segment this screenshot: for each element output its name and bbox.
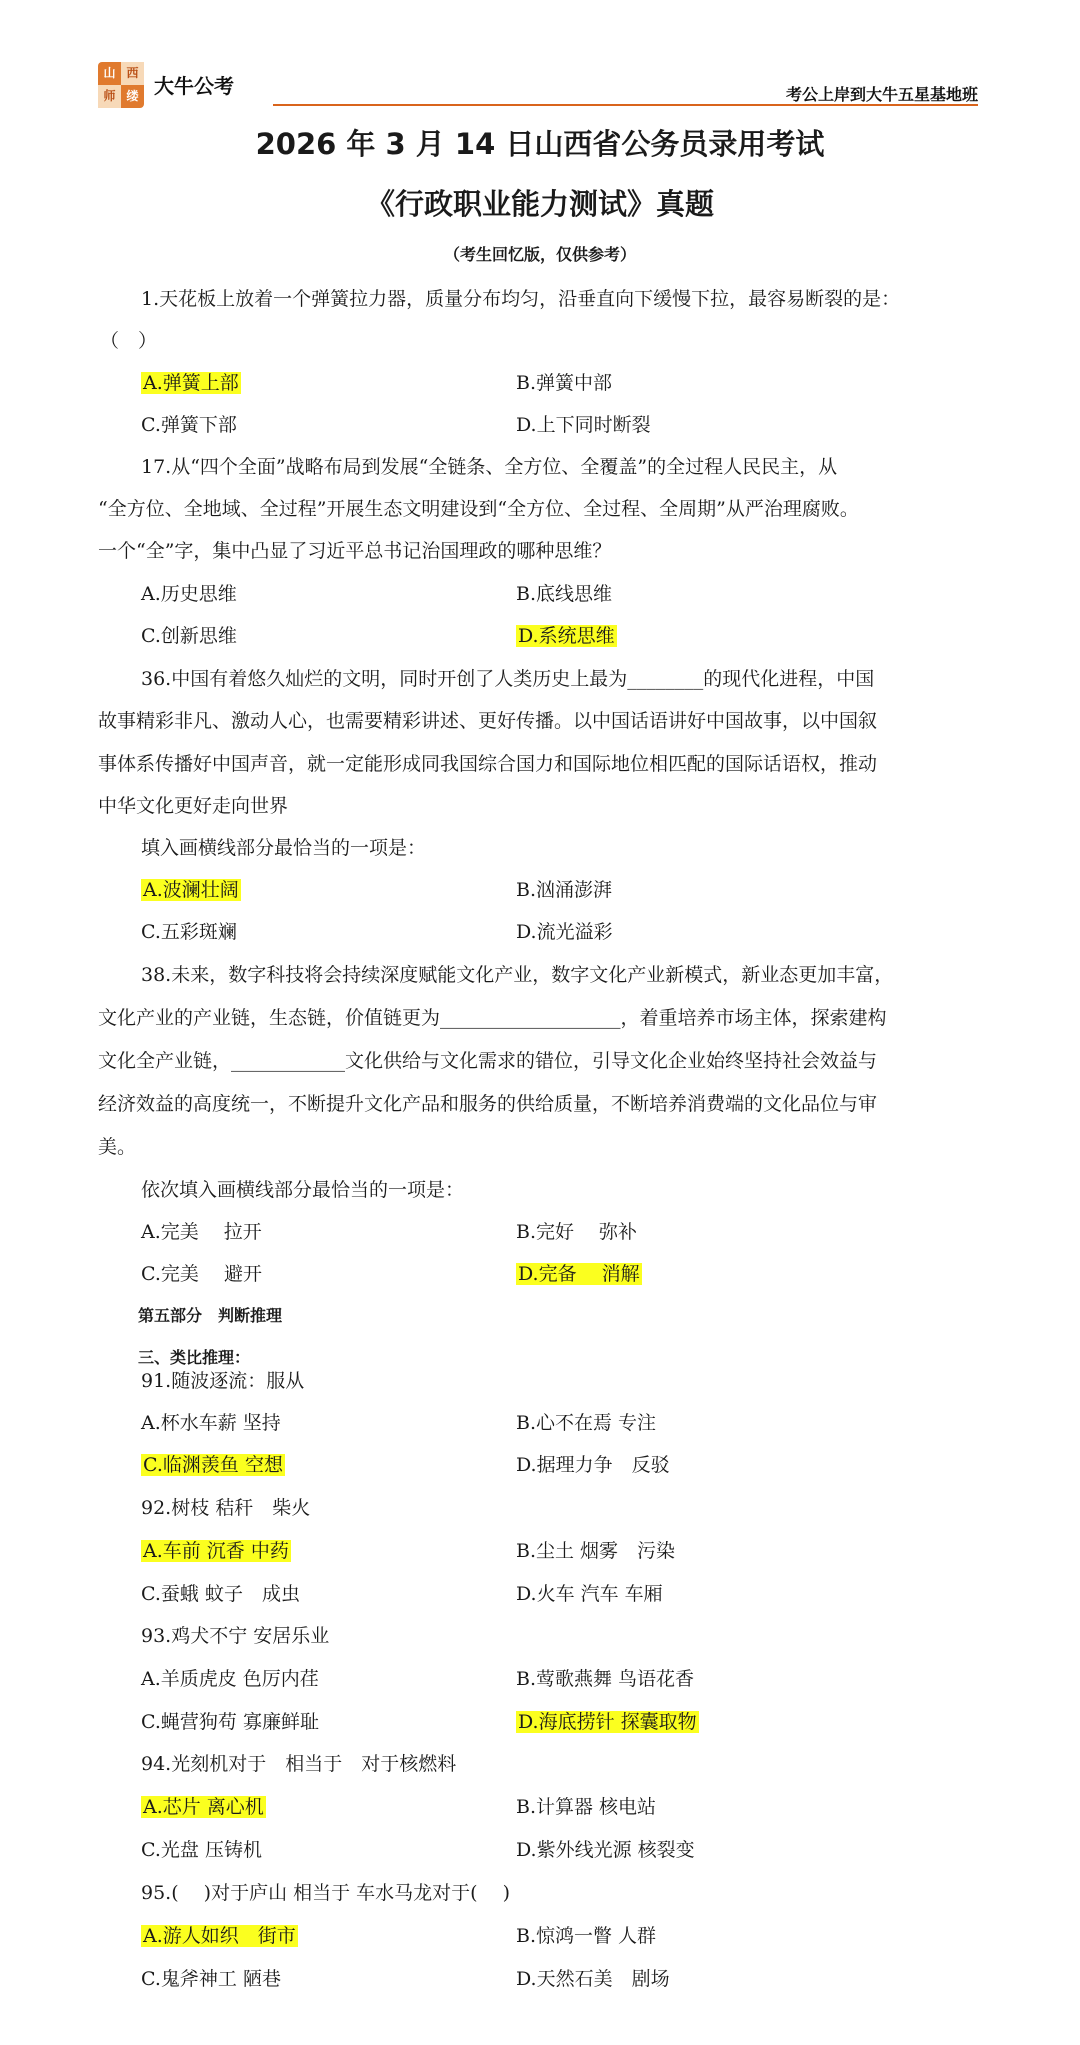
option-d: D.火车 汽车 车厢 [516,1583,663,1605]
subsection-heading: 三、类比推理： [138,1348,251,1367]
answer-highlight: A.游人如织 街市 [143,1925,296,1947]
option-b: B.弹簧中部 [516,372,613,394]
question-stem: “全方位、全地域、全过程”开展生态文明建设到“全方位、全过程、全周期”从严治理腐败。 [98,498,859,520]
answer-highlight: A.波澜壮阔 [143,879,239,901]
page-subtitle: 《行政职业能力测试》真题 [365,187,714,221]
brand-name: 大牛公考 [154,74,234,98]
question-stem: 91.随波逐流：服从 [141,1370,305,1392]
slogan: 考公上岸到大牛五星基地班 [785,85,978,104]
option-d: D.据理力争 反驳 [516,1454,670,1476]
option-c: C.五彩斑斓 [141,921,237,943]
option-b: B.心不在焉 专注 [516,1412,657,1434]
question-stem: 95.( )对于庐山 相当于 车水马龙对于( ) [141,1882,511,1904]
option-c [141,1451,285,1479]
option-c: C.蝇营狗苟 寡廉鲜耻 [141,1711,319,1733]
question-stem: 美。 [98,1136,137,1158]
question-stem: 93.鸡犬不宁 安居乐业 [141,1625,330,1647]
question-prompt: 依次填入画横线部分最恰当的一项是： [141,1179,465,1201]
option-b: B.计算器 核电站 [516,1796,657,1818]
option-a [141,369,241,397]
question-stem: 92.树枝 秸秆 柴火 [141,1497,311,1519]
option-a [141,1793,266,1821]
question-stem: 38.未来，数字科技将会持续深度赋能文化产业，数字文化产业新模式，新业态更加丰富， [141,964,894,986]
answer-highlight: A.车前 沉香 中药 [143,1540,289,1562]
question-stem: 经济效益的高度统一，不断提升文化产品和服务的供给质量，不断培养消费端的文化品位与审 [98,1093,878,1115]
logo-char: 缕 [126,89,139,103]
logo-char: 山 [103,66,116,80]
option-a: A.羊质虎皮 色厉内荏 [141,1668,319,1690]
option-c: C.鬼斧神工 陋巷 [141,1968,281,1990]
question-stem: 故事精彩非凡、激动人心，也需要精彩讲述、更好传播。以中国话语讲好中国故事，以中国叙 [98,710,878,732]
answer-highlight: D.海底捞针 探囊取物 [518,1711,697,1733]
option-a: A.完美 拉开 [141,1221,262,1243]
option-d: D.紫外线光源 核裂变 [516,1839,695,1861]
option-b: B.完好 弥补 [516,1221,638,1243]
page-title: 2026 年 3 月 14 日山西省公务员录用考试 [255,127,825,161]
option-c: C.光盘 压铸机 [141,1839,262,1861]
option-d [516,1708,699,1736]
question-stem: 36.中国有着悠久灿烂的文明，同时开创了人类历史上最为________的现代化进程，中国 [141,668,875,690]
question-stem: 94.光刻机对于 相当于 对于核燃料 [141,1753,457,1775]
option-c: C.完美 避开 [141,1263,262,1285]
option-b: B.汹涌澎湃 [516,879,613,901]
question-stem: 事体系传播好中国声音，就一定能形成同我国综合国力和国际地位相匹配的国际话语权，推动 [98,753,878,775]
option-d: D.上下同时断裂 [516,414,651,436]
option-c: C.创新思维 [141,625,237,647]
edition-note: （考生回忆版，仅供参考） [443,245,636,264]
question-stem: 17.从“四个全面”战略布局到发展“全链条、全方位、全覆盖”的全过程人民民主，从 [141,456,838,478]
question-stem: 1.天花板上放着一个弹簧拉力器，质量分布均匀，沿垂直向下缓慢下拉，最容易断裂的是： [141,288,901,310]
answer-highlight: C.临渊羡鱼 空想 [143,1454,283,1476]
header-rule [273,104,978,106]
logo-char: 西 [121,62,144,85]
option-b: B.底线思维 [516,583,613,605]
option-d: D.天然石美 剧场 [516,1968,670,1990]
answer-highlight: A.弹簧上部 [143,372,239,394]
option-b: B.莺歌燕舞 鸟语花香 [516,1668,695,1690]
page-header [98,62,978,114]
option-a [141,876,241,904]
question-stem: 一个“全”字，集中凸显了习近平总书记治国理政的哪种思维？ [98,540,612,562]
logo-char: 师 [98,85,121,108]
answer-highlight: D.系统思维 [518,625,615,647]
logo [98,62,144,108]
option-d: D.流光溢彩 [516,921,613,943]
option-c: C.蚕蛾 蚊子 成虫 [141,1583,300,1605]
option-b: B.尘土 烟雾 污染 [516,1540,676,1562]
question-stem: 中华文化更好走向世界 [98,795,289,817]
answer-highlight: D.完备 消解 [518,1263,640,1285]
section-heading: 第五部分 判断推理 [138,1306,283,1325]
question-stem: 文化全产业链，____________文化供给与文化需求的错位，引导文化企业始终坚持社会效益与 [98,1050,878,1072]
option-a [141,1922,298,1950]
option-a: A.历史思维 [141,583,237,605]
option-d [516,622,617,650]
option-b: B.惊鸿一瞥 人群 [516,1925,657,1947]
option-c: C.弹簧下部 [141,414,237,436]
option-d [516,1260,642,1288]
option-a [141,1537,291,1565]
question-stem: （ ） [100,330,158,352]
answer-highlight: A.芯片 离心机 [143,1796,264,1818]
option-a: A.杯水车薪 坚持 [141,1412,281,1434]
question-prompt: 填入画横线部分最恰当的一项是： [141,837,427,859]
question-stem: 文化产业的产业链，生态链，价值链更为___________________，着重培养市场主体，探索建构 [98,1007,887,1029]
